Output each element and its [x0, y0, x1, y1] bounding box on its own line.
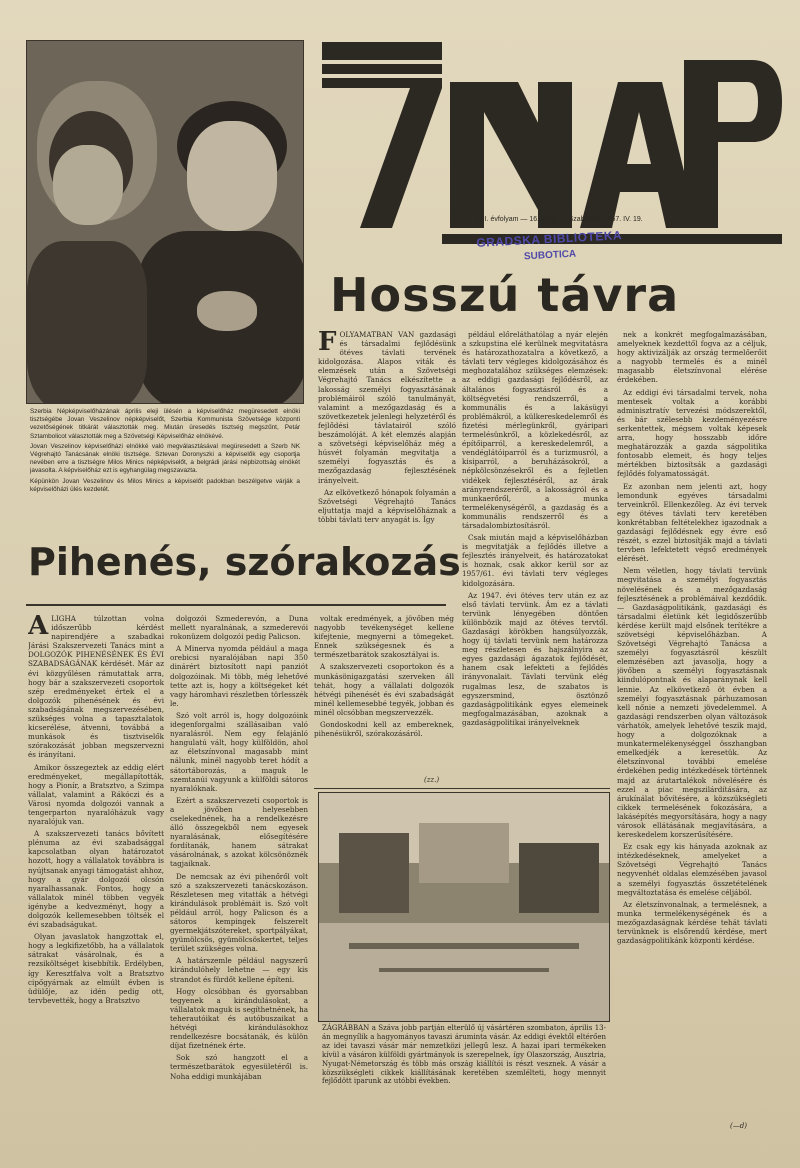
article1-col1-p2: Az elkövetkező hónapok folyamán a Szövetségi Végrehajtó Tanács eljuttatja majd a képviselőháznak a többi távlati terv anyagát is. Így — [318, 487, 456, 524]
article1-col2 — [462, 330, 608, 764]
article1-col3-p6: Az életszínvonalnak, a termelésnek, a munka termelékenységének és a mezőgazdaságnak kérdése tehát távlati tervünknek is elsőrendű kérdése, mert gazdaságpolitikánk központi kérdése. — [617, 899, 767, 946]
article1-col1-p1: OLYAMATBAN VAN gazdasági és társadalmi fejlődésünk ötéves távlati tervének kidolgozása. Alapos viták és elemzések után a Szövetségi Végrehajtó Tanács elkészítette a lakosság személyi fogyasztásának problémáiról szóló tanulmányát, valamint a mezőgazdaság és a szövetkezetek jelenlegi helyzetéről és fejlődési távlatairól szóló beszámolóját. A két elemzés alapján a szövetségi képviselőház még a húsvét folyamán megvitatja a személyi fogyasztás és a mezőgazdaság fejlesztésének irányelveit. — [318, 330, 456, 485]
article2-col3-p3: Gondoskodni kell az embereknek, pihenésükről, szórakozásáról. — [314, 720, 454, 739]
article2-col3 — [314, 614, 454, 754]
bottom-photo — [318, 792, 610, 1022]
article1-col3-p3: Ez azonban nem jelenti azt, hogy lemondunk egyéves társadalmi terveinkről. Ellenkezőleg. Az évi tervek egy ötéves távlati terv keretében konkrétabban feltételekhez igazodnak a gazdasági fejlődésnek egy évre eső részét, s ezzel biztosítják majd a távlati tervben lefektetett végső eredmények elérését. — [617, 481, 767, 564]
stamp-line2: SUBOTICA — [523, 248, 577, 263]
article2-col2-p1: dolgozói Szmederevón, a Duna mellett nyaralnának, a szmederevói rokonüzem dolgozói pedig Palicson. — [170, 614, 308, 642]
article2-col2 — [170, 614, 308, 1144]
article2-divider — [314, 788, 610, 789]
article2-col1-p4: Olyan javaslatok hangzottak el, hogy a legkifizetőbb, ha a vállalatok sátrakat vásárolnak, és a rezsiköltséget kisebbítik. Erdélyben, így Keresztfalva volt a Bratsztvo cipőgyárnak az elmúlt évben is üdülője, az idén pedig ott, tervbevették, hogy a Bratsztvo — [28, 932, 164, 1005]
article2-col2-p3: Szó volt arról is, hogy dolgozóink idegenforgalmi szállásaiban való nyaralásról. Nem egy felajánló hangulatú vált, hogy külföldön, ahol az életszínvonal magasabb mint nálunk, minél nagyobb teret hódít a sátortáborozás, a maguk le szemtanúi vagyunk a külföldi sátoros nyaralóknak. — [170, 710, 308, 793]
headline-pihenes-szorakozas: Pihenés, szórakozás — [28, 540, 461, 584]
stamp-line1: GRADSKA BIBLIOTEKA — [475, 228, 623, 250]
article1-col2-p2: Csak miután majd a képviselőházban is megvitatják a fejlődés illetve a fejlesztés irányelveit, és határozatokat is hoznak, csak akkor kerül sor az 1957/61. évi távlati terv végleges kidolgozására. — [462, 533, 608, 588]
article1-col3-p4: Nem véletlen, hogy távlati tervünk megvitatása a személyi fogyasztás növelésének és a mezőgazdaság fejlesztésének a problémáival kezdődik. — Gazdaságpolitikánk, gazdasági és társadalmi életünk két legidőszerűbb kérdése került majd elsőnek terítékre a szövetségi képviselőházban. A Szövetségi Végrehajtó Tanácsa a személyi fogyasztásról készült elemzésében azt javasolja, hogy a jövőben a személyi fogyasztásnak kiindulópontnak és alaparánynak kell lennie. Az elkövetkező öt évben a személyi fogyasztásnak párhuzamosan kell nőnie a nemzeti jövedelemmel. A gazdasági rendszerben olyan változások várhatók, amelyek lehetővé teszik majd, hogy a dolgozóknak a munkatermelékenységgel összhangban emelkedjék a keresetük. Az életszínvonal további emelése érdekében pedig intézkedések történnek majd az árutartalékok növelésére és ezzel a piac megszilárdítására, az árukínálat bővítésére, a közszükségleti cikkek termelésének fokozására, a lakásépítés megyorsítására, hogy a nagy városok ellátásának megjavítására, a kereskedelem korszerűsítésére. — [617, 566, 767, 840]
article1-col3-p1: nek a konkrét megfogalmazásában, amelyeknek kezdettől fogva az a céljuk, hogy aktivizálják az ország termelőerőit a nagyobb termelés és a minél magasabb életszínvonal elérése érdekében. — [617, 330, 767, 385]
article1-signature: (—d) — [730, 1122, 747, 1130]
article1-col2-p3: Az 1947. évi ötéves terv után ez az első távlati tervünk. Ám ez a távlati tervünk lényegében döntően különbözik majd az ötéves tervtől. Gazdasági körökben hangsúlyozzák, hogy új távlati tervünk nem határozza meg részletesen és hajszálnyira az egyes gazdasági ágazatok fejlődését, hanem csak lefekteti a fejlődés irányvonalait. Távlati tervünk elég rugalmas lesz, de szabatos is egyszersmind, ösztönző gazdaságpolitikánk egyes elemeinek megfogalmazásában, azoknak a gazdaságpolitikai irányelveknek — [462, 590, 608, 727]
article1-col3-p5: Ez csak egy kis hányada azoknak az intézkedéseknek, amelyeket a Szövetségi Végrehajtó Tanács negyvenhét oldalas elemzésében javasol a személyi fogyasztás összetételének megváltoztatása és emelése céljából. — [617, 842, 767, 897]
article2-col2-p4: Ezért a szakszervezeti csoportok is a jövőben helyesebben cselekednének, ha a rendelkezésre álló összegekből nem egyesek nyaralásának, elősegítésére fordítanák, hanem sátrakat vásárolnának, s azokat kölcsönöznék tagjaiknak. — [170, 795, 308, 869]
article2-col3-p2: A szakszervezeti csoportokon és a munkásönigazgatási szerveken áll tehát, hogy a vállalati dolgozók hétvégi pihenését és évi szabadságát minél kellemesebbé tegyék, jobban és minél olcsóbban megszervezzék. — [314, 662, 454, 717]
article2-signature: (zz.) — [424, 776, 440, 784]
article2-col3-p1: voltak eredmények, a jövőben még nagyobb tevékenységet kellene kifejtenie, megnyerni a tömegeket. Ennek szükségesnek és a természetbarátok szakosztályai is. — [314, 614, 454, 660]
headline2-rule — [26, 604, 446, 606]
article1-col3-p2: Az eddigi évi társadalmi tervek, noha mentesek voltak a korábbi adminisztratív tervezési módszerektől, és bár szélesebb kezdeményezésre serkentettek, mégsem voltak képesek arra, hogy hosszabb időre meghatározzák a gazda ságpolitika fontosabb elemeit, és hogy teljes mértékben biztosítsák a gazdasági fejlődés folyamatosságát. — [617, 387, 767, 479]
article1-dropcap: F — [318, 330, 337, 357]
bottom-photo-caption: ZÁGRÁBBAN a Száva jobb partján elterülő új vásártéren szombaton, április 13-án megnyílik a hagyományos tavaszi áruminta vásár. Az eddigi évektől eltérően az idei tavaszi vásár már nemzetközi jellegű lesz. A hazai ipari termékeken kívül a vásáron külföldi gyártmányok is szerepelnek, így Olaszország, Ausztria, Nyugat-Németország és több más ország kiállítói is részt vesznek. A vásár a közszükségleti cikkek kiállításának keretében szemlélteti, hogy mennyit fejlődött iparunk az utóbbi években. — [322, 1024, 606, 1086]
headline-hosszu-tavra: Hosszú távra — [330, 268, 680, 322]
article2-col2-p8: Sok szó hangzott el a természetbarátok egyesületéről is. Noha eddigi munkájában — [170, 1053, 308, 1081]
article2-col1-p3: A szakszervezeti tanács bővített plénuma az évi szabadsággal kapcsolatban olyan határozatot hozott, hogy a vállalatok továbbra is nyújtsanak anyagi támogatást ahhoz, hogy a gyár dolgozói olcsón nyaralhassanak. Fontos, hogy a vállalatok minél többen vegyék igénybe a kedvezményt, hogy a dolgozók kellemesebben töltsék el évi szabadságukat. — [28, 829, 164, 930]
article2-col2-p7: Hogy olcsóbban és gyorsabban tegyenek a kirándulásokat, a vállalatok maguk is segíthetnének, ha teherautóikat és autóbuszaikat a hétvégi kirándulásokhoz rendelkezésre bocsátanák, és külön díjat fizetnének érte. — [170, 986, 308, 1051]
article2-col2-p5: De nemcsak az évi pihenőről volt szó a szakszervezeti tanácskozáson. Részletesen meg vitatták a hétvégi kirándulások problémáit is. Szó volt például arról, hogy Palicson és a sátoros kempingek felszerelt gyermekjátszótereket, sportpályákat, gyümölcsös, gyümölcsöskertet, teljes terület szükséges volna. — [170, 871, 308, 954]
article2-col1-p2: Amikor összegeztek az eddig elért eredményeket, megállapították, hogy a Pionír, a Bratsztvo, a Szimpa vállalat, valamint a Rákóczi és a Városi nyomda dolgozói vannak a tengerparton nyaralóházuk vagy nyaralójuk van. — [28, 762, 164, 827]
article2-col1-p1: LIGHA túlzottan volna időszerűbb kérdést napirendjére a szabadkai Járási Szakszervezeti Tanács mint a DOLGOZÓK PIHENÉSÉNEK ÉS ÉVI SZABADSÁGÁNAK kérdését. Már az évi közgyűlésen rámutattak arra, hogy bár a szakszervezeti csoportok szép eredményeket értek el a dolgozók pihenésének és évi szabadságának megszervezésében, szükséges volna a tapasztalatok kicserélése, átvenni, továbbá a munkások és tisztviselők szórakozását jobban megszervezni és irányítani. — [28, 614, 164, 760]
article2-col1 — [28, 614, 164, 1144]
top-photo-caption — [30, 408, 300, 528]
article1-col2-p1: például előreláthatólag a nyár elején a szkupstina elé kerülnek megvitatásra és határozathozatalra a következő, a távlati terv végleges kidolgozásához és meghozatalához szükséges elemzések: az eddigi gazdasági fejlődésről, az általános fogyasztásról és a költségvetési rendszerről, a kommunális és a lakásügyi problémákról, a külkereskedelemről és fizetési mérlegünkről, gyáripari termelésünkről, a közlekedésről, az építőiparról, a kereskedelemről, a vendéglátóiparról és a turizmusról, a kisiparról, a beruházásokról, a népkölcsönzésekről és a fejletlen vidékek fejlesztéséről, az árak arányrendszeréről, a lakosságról és a munkaerőről, a munka termelékenységéről, a gazdaság és a kommunális rendszerről és a társadalombiztosításról. — [462, 330, 608, 530]
article2-col2-p6: A határszemle például nagyszerű kirándulóhely lehetne — egy kis strandot és fürdőt kellene építeni. — [170, 956, 308, 984]
issue-line: XII. évfolyam — 16. szám — Szabadka, 1957. IV. 19. — [478, 216, 643, 223]
article2-dropcap: A — [28, 614, 49, 641]
top-photo — [26, 40, 304, 404]
article1-col3 — [617, 330, 767, 1120]
article2-col2-p2: A Minerva nyomda például a maga orebicsi nyaralójában napi 350 dinárért biztosított napi panziót dolgozóinak. Mi több, még lehetővé tette azt is, hogy a költségeket két vagy háromhavi részletben törlesszék le. — [170, 644, 308, 708]
top-caption-p3: Képünkön Jovan Veszelinov és Milos Minics a képviselőt padokban beszélgetve várják a képviselőházi ülés kezdetét. — [30, 477, 300, 493]
top-caption-p1: Szerbia Népképviselőházának április eleji ülésén a képviselőház megüresedett elnöki tisztségébe Jovan Veszelinov népképviselőt, Szerbia Kommunista Szövetsége központi vezetőségének titkárát választották meg. Miután üresedés tisztség megszűnt, Petár Sztambolicot választották meg a Szövetségi Képviselőház elnökévé. — [30, 408, 300, 440]
top-caption-p2: Jovan Veszelinov képviselőházi elnökké való megválasztásával megüresedett a Szerb NK Végrehajtó Tanácsának elnöki tisztsége. Sztevan Doronyszki a képviselők egy csoportja nevében erre a tisztségre Milos Minics népképviselőt, a belgrádi járási népbizottság elnökét javasolta. A képviselőház ezt is egyhangúlag megszavazta. — [30, 442, 300, 475]
